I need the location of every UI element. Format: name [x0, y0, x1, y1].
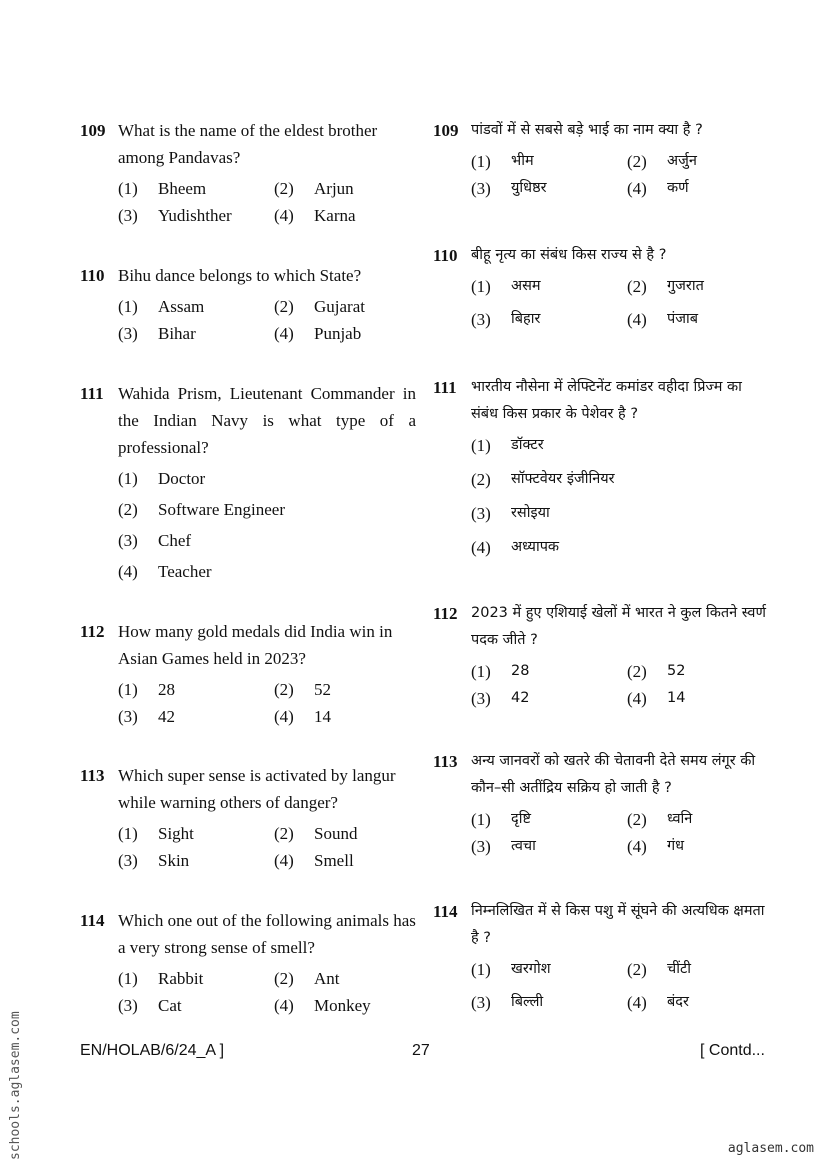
option	[627, 175, 773, 202]
option-text: त्वचा	[511, 838, 536, 854]
question-en-113	[80, 762, 416, 874]
option-number: (1)	[471, 436, 491, 455]
option	[274, 847, 416, 874]
option	[627, 989, 773, 1016]
option-number: (1)	[118, 680, 138, 699]
option	[471, 466, 773, 493]
option	[274, 293, 416, 320]
option-text: Cat	[158, 996, 182, 1015]
options	[471, 658, 773, 712]
question-number: 113	[80, 766, 105, 785]
paper-code: EN/HOLAB/6/24_A ]	[80, 1042, 225, 1059]
option-number: (4)	[471, 538, 491, 557]
bottom-watermark: aglasem.com	[727, 1141, 814, 1156]
option-number: (2)	[627, 810, 647, 829]
option-text: 52	[314, 680, 331, 699]
option	[471, 175, 627, 202]
options	[471, 432, 773, 561]
option-text: Arjun	[314, 179, 354, 198]
option-text: Sight	[158, 824, 194, 843]
option	[118, 965, 274, 992]
option	[118, 496, 416, 523]
option	[471, 273, 627, 300]
option	[471, 432, 773, 459]
options	[118, 175, 416, 229]
question-en-111	[80, 380, 416, 589]
option-number: (4)	[274, 851, 294, 870]
option-text: युधिष्ठर	[511, 180, 547, 196]
option-number: (3)	[118, 531, 138, 550]
option-text: Gujarat	[314, 297, 365, 316]
option	[118, 175, 274, 202]
option-text: बिल्ली	[511, 994, 544, 1010]
option	[627, 685, 773, 712]
continued-note: [ Contd...	[700, 1042, 765, 1059]
question-number: 111	[80, 384, 104, 403]
option	[627, 148, 773, 175]
option-text: डॉक्टर	[511, 437, 544, 453]
option	[471, 806, 627, 833]
option-text: Teacher	[158, 562, 212, 581]
option	[471, 534, 773, 561]
option	[274, 703, 416, 730]
question-number: 112	[433, 604, 458, 623]
option-number: (2)	[274, 297, 294, 316]
option-text: Ant	[314, 969, 340, 988]
option	[118, 202, 274, 229]
option-number: (3)	[471, 310, 491, 329]
question-hi-112	[433, 600, 773, 712]
option	[471, 833, 627, 860]
options	[471, 148, 773, 202]
option-number: (3)	[471, 504, 491, 523]
option-number: (2)	[627, 662, 647, 681]
option-number: (2)	[627, 277, 647, 296]
option-text: 14	[314, 707, 331, 726]
option	[274, 175, 416, 202]
option-text: रसोइया	[511, 505, 550, 521]
question-number: 114	[433, 902, 458, 921]
question-number: 109	[433, 121, 459, 140]
option-number: (1)	[118, 824, 138, 843]
option-text: 14	[667, 690, 686, 706]
question-text: Wahida Prism, Lieutenant Commander in the Indian Navy is what type of a professional?	[118, 384, 416, 457]
option-number: (4)	[274, 324, 294, 343]
option-text: भीम	[511, 153, 534, 169]
question-number: 114	[80, 911, 105, 930]
option	[274, 820, 416, 847]
option-number: (1)	[118, 469, 138, 488]
option-text: Bheem	[158, 179, 207, 198]
option	[627, 273, 773, 300]
option-text: बिहार	[511, 311, 541, 327]
question-hi-109	[433, 117, 773, 202]
option-text: पंजाब	[667, 311, 699, 327]
option	[627, 658, 773, 685]
option-number: (3)	[471, 993, 491, 1012]
option	[471, 658, 627, 685]
option-number: (1)	[118, 969, 138, 988]
option	[118, 847, 274, 874]
question-en-114	[80, 907, 416, 1019]
options	[118, 965, 416, 1019]
option-text: Skin	[158, 851, 190, 870]
question-text: Bihu dance belongs to which State?	[118, 266, 362, 285]
option-text: अध्यापक	[511, 539, 560, 555]
option-text: Punjab	[314, 324, 362, 343]
question-en-109	[80, 117, 416, 229]
option-text: ध्वनि	[667, 811, 693, 827]
option-number: (4)	[118, 562, 138, 581]
option-number: (4)	[274, 707, 294, 726]
option-number: (1)	[118, 297, 138, 316]
option	[471, 685, 627, 712]
option-text: 28	[511, 663, 530, 679]
option-number: (4)	[274, 996, 294, 1015]
option-number: (2)	[471, 470, 491, 489]
option-text: Doctor	[158, 469, 206, 488]
option	[627, 956, 773, 983]
question-text: निम्नलिखित में से किस पशु में सूंघने की अत्यधिक क्षमता है ?	[471, 903, 765, 946]
option-number: (4)	[627, 310, 647, 329]
question-en-112	[80, 618, 416, 730]
option-text: गंध	[667, 838, 685, 854]
option-text: Smell	[314, 851, 354, 870]
option	[118, 527, 416, 554]
option-text: Bihar	[158, 324, 196, 343]
question-text: 2023 में हुए एशियाई खेलों में भारत ने कुल कितने स्वर्ण पदक जीते ?	[471, 605, 766, 648]
option-text: असम	[511, 278, 541, 294]
options	[118, 293, 416, 347]
option-number: (1)	[471, 662, 491, 681]
question-hi-113	[433, 748, 773, 860]
option	[274, 320, 416, 347]
option	[471, 956, 627, 983]
question-text: पांडवों में से सबसे बड़े भाई का नाम क्या है ?	[471, 122, 703, 138]
option-text: Yudishther	[158, 206, 232, 225]
option-number: (4)	[627, 993, 647, 1012]
option-number: (3)	[471, 689, 491, 708]
option	[471, 148, 627, 175]
option-number: (3)	[118, 324, 138, 343]
option-text: अर्जुन	[667, 153, 697, 169]
question-text: बीहू नृत्य का संबंध किस राज्य से है ?	[471, 247, 667, 263]
option-text: गुजरात	[667, 278, 704, 294]
option-number: (2)	[627, 960, 647, 979]
question-number: 113	[433, 752, 458, 771]
question-number: 109	[80, 121, 106, 140]
question-number: 110	[80, 266, 105, 285]
option-number: (1)	[471, 960, 491, 979]
options	[118, 465, 416, 585]
option-text: 42	[158, 707, 175, 726]
option-text: Monkey	[314, 996, 371, 1015]
options	[118, 676, 416, 730]
option-number: (2)	[274, 824, 294, 843]
option	[471, 989, 627, 1016]
question-number: 111	[433, 378, 457, 397]
option	[627, 306, 773, 333]
option	[118, 676, 274, 703]
option	[274, 676, 416, 703]
option-number: (3)	[118, 996, 138, 1015]
option-number: (1)	[118, 179, 138, 198]
question-text: How many gold medals did India win in Asian Games held in 2023?	[118, 622, 393, 668]
question-text: What is the name of the eldest brother among Pandavas?	[118, 121, 378, 167]
option-text: चींटी	[667, 961, 692, 977]
option-number: (4)	[627, 689, 647, 708]
option	[274, 965, 416, 992]
option-text: 52	[667, 663, 686, 679]
option-number: (3)	[118, 851, 138, 870]
option	[274, 992, 416, 1019]
question-hi-110	[433, 242, 773, 333]
option-text: सॉफ्टवेयर इंजीनियर	[511, 471, 615, 487]
option-number: (2)	[274, 680, 294, 699]
option-number: (2)	[274, 179, 294, 198]
option-text: खरगोश	[511, 961, 551, 977]
options	[471, 956, 773, 1016]
option-number: (4)	[274, 206, 294, 225]
option	[118, 703, 274, 730]
option	[274, 202, 416, 229]
option-number: (3)	[118, 206, 138, 225]
question-number: 110	[433, 246, 458, 265]
option-text: Rabbit	[158, 969, 204, 988]
option-number: (1)	[471, 277, 491, 296]
option-number: (1)	[471, 810, 491, 829]
option-text: Sound	[314, 824, 358, 843]
options	[471, 273, 773, 333]
question-text: Which one out of the following animals has a very strong sense of smell?	[118, 911, 416, 957]
option-number: (2)	[118, 500, 138, 519]
question-hi-111	[433, 374, 773, 568]
option-text: बंदर	[667, 994, 689, 1010]
option	[627, 833, 773, 860]
option-text: Karna	[314, 206, 356, 225]
option-number: (3)	[471, 837, 491, 856]
option-text: Software Engineer	[158, 500, 285, 519]
question-hi-114	[433, 898, 773, 1016]
question-number: 112	[80, 622, 105, 641]
options	[471, 806, 773, 860]
option	[118, 558, 416, 585]
option	[471, 500, 773, 527]
option-number: (2)	[627, 152, 647, 171]
option	[627, 806, 773, 833]
option	[118, 293, 274, 320]
options	[118, 820, 416, 874]
option-text: दृष्टि	[511, 811, 531, 827]
option-text: Chef	[158, 531, 192, 550]
option-text: कर्ण	[667, 180, 689, 196]
side-watermark: schools.aglasem.com	[8, 1011, 23, 1160]
question-text: अन्य जानवरों को खतरे की चेतावनी देते समय लंगूर की कौन–सी अतींद्रिय सक्रिय हो जाती है ?	[471, 753, 756, 796]
option-number: (2)	[274, 969, 294, 988]
option	[118, 992, 274, 1019]
option-number: (3)	[471, 179, 491, 198]
option	[471, 306, 627, 333]
option-text: 28	[158, 680, 175, 699]
option-number: (1)	[471, 152, 491, 171]
option-text: Assam	[158, 297, 205, 316]
option-number: (4)	[627, 179, 647, 198]
option	[118, 465, 416, 492]
question-en-110	[80, 262, 416, 347]
question-text: भारतीय नौसेना में लेफ्टिनेंट कमांडर वहीदा प्रिज्म का संबंध किस प्रकार के पेशेवर है ?	[471, 379, 742, 422]
question-text: Which super sense is activated by langur while warning others of danger?	[118, 766, 396, 812]
option	[118, 320, 274, 347]
option-text: 42	[511, 690, 530, 706]
page-number: 27	[412, 1042, 430, 1059]
option	[118, 820, 274, 847]
option-number: (4)	[627, 837, 647, 856]
option-number: (3)	[118, 707, 138, 726]
